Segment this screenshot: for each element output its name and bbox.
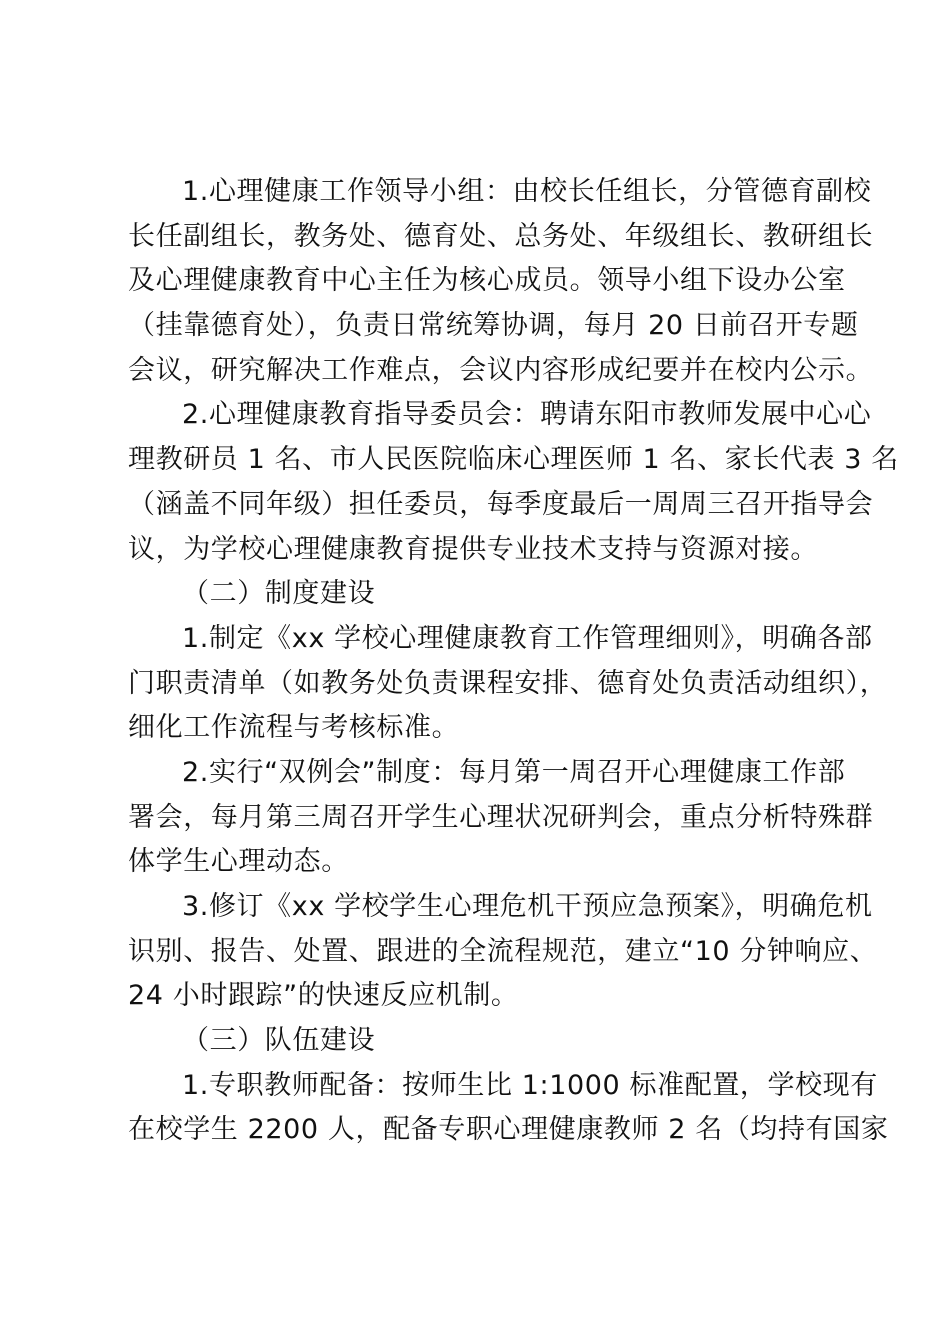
paragraph-line: 1.制定《xx 学校心理健康教育工作管理细则》，明确各部	[182, 622, 873, 654]
section-heading: （三）队伍建设	[182, 1025, 376, 1057]
paragraph-line: 2.实行“双例会”制度：每月第一周召开心理健康工作部	[182, 756, 846, 788]
paragraph-line: 细化工作流程与考核标准。	[128, 712, 460, 744]
paragraph-line: 议，为学校心理健康教育提供专业技术支持与资源对接。	[128, 533, 818, 565]
paragraph-line: 体学生心理动态。	[128, 846, 349, 878]
paragraph-line: 在校学生 2200 人，配备专职心理健康教师 2 名（均持有国家	[128, 1114, 889, 1146]
paragraph-line: （挂靠德育处），负责日常统筹协调，每月 20 日前召开专题	[128, 310, 859, 342]
paragraph-line: 会议，研究解决工作难点，会议内容形成纪要并在校内公示。	[128, 354, 874, 386]
paragraph-line: 门职责清单（如教务处负责课程安排、德育处负责活动组织），	[128, 667, 888, 699]
paragraph-line: （涵盖不同年级）担任委员，每季度最后一周周三召开指导会	[128, 488, 874, 520]
paragraph-line: 长任副组长，教务处、德育处、总务处、年级组长、教研组长	[128, 220, 874, 252]
paragraph-line: 24 小时跟踪”的快速反应机制。	[128, 980, 519, 1012]
paragraph-line: 署会，每月第三周召开学生心理状况研判会，重点分析特殊群	[128, 801, 874, 833]
paragraph-line: 理教研员 1 名、市人民医院临床心理医师 1 名、家长代表 3 名	[128, 444, 899, 476]
paragraph-line: 2.心理健康教育指导委员会：聘请东阳市教师发展中心心	[182, 399, 872, 431]
paragraph-line: 识别、报告、处置、跟进的全流程规范，建立“10 分钟响应、	[128, 935, 878, 967]
paragraph-line: 1.专职教师配备：按师生比 1:1000 标准配置，学校现有	[182, 1069, 878, 1101]
paragraph-line: 及心理健康教育中心主任为核心成员。领导小组下设办公室	[128, 265, 846, 297]
paragraph-line: 1.心理健康工作领导小组：由校长任组长，分管德育副校	[182, 176, 872, 207]
paragraph-line: 3.修订《xx 学校学生心理危机干预应急预案》，明确危机	[182, 891, 873, 922]
document-body	[128, 170, 899, 1153]
section-heading: （二）制度建设	[182, 578, 376, 610]
